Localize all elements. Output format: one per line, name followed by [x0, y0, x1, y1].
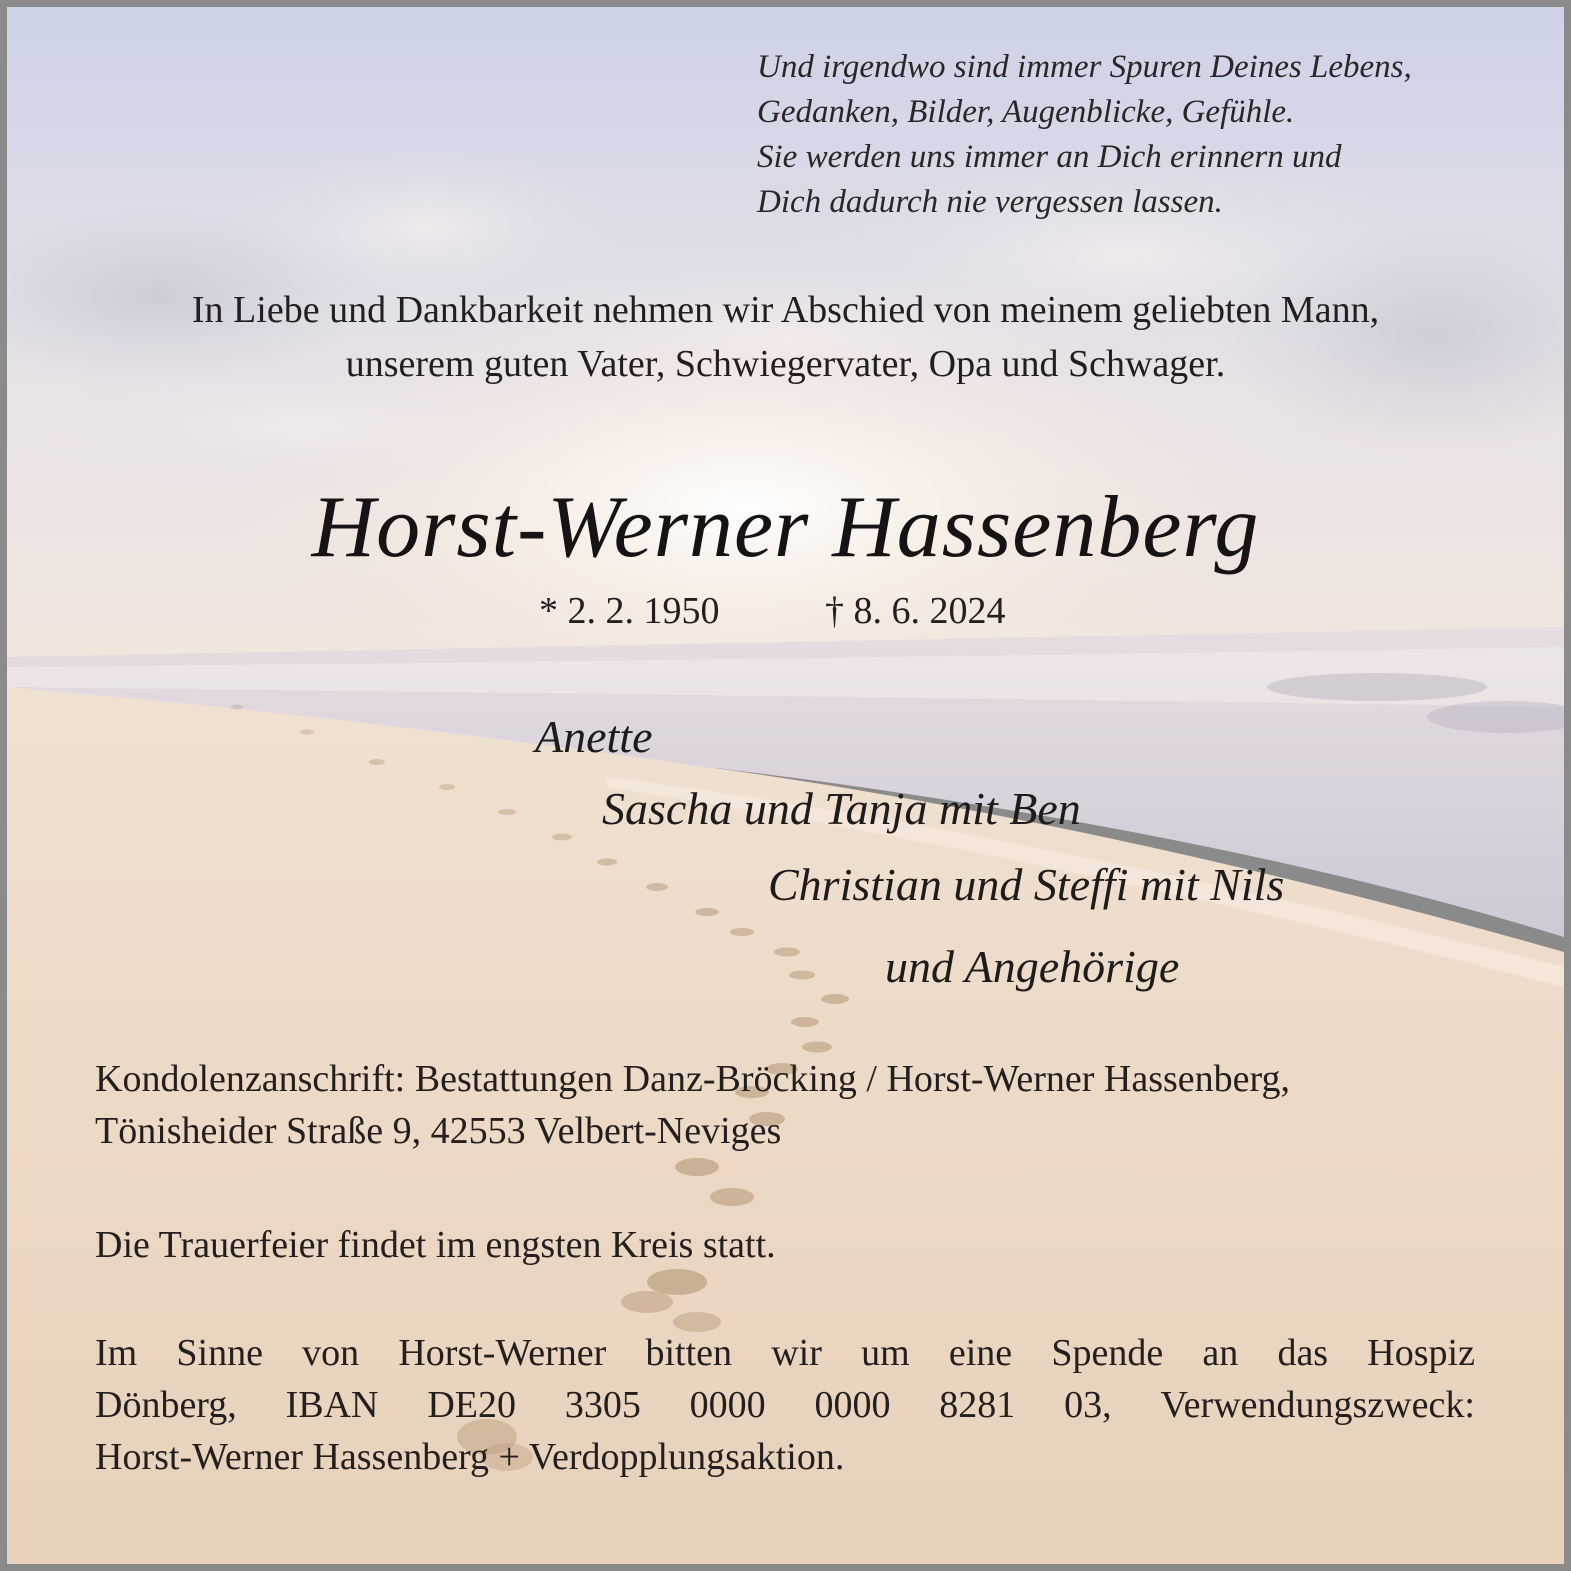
family-member: Sascha und Tanja mit Ben — [602, 783, 1081, 834]
word: Horst-Werner — [398, 1332, 607, 1374]
word: 0000 — [814, 1384, 891, 1426]
word: 03, — [1064, 1384, 1112, 1426]
donation-line-2 — [95, 1379, 1475, 1431]
intro-line: In Liebe und Dankbarkeit nehmen wir Abschied von meinem geliebten Mann, — [191, 289, 1380, 331]
donation-line-1 — [95, 1327, 1475, 1379]
deceased-name: Horst-Werner Hassenberg — [311, 479, 1260, 576]
family-member: und Angehörige — [885, 941, 1180, 992]
condolence-address — [95, 1053, 1475, 1157]
word: Spende — [1051, 1332, 1164, 1374]
word: das — [1277, 1332, 1329, 1374]
word: Im — [95, 1332, 138, 1374]
quote-line: Gedanken, Bilder, Augenblicke, Gefühle. — [757, 94, 1295, 130]
word: 3305 — [564, 1384, 641, 1426]
death-date: † 8. 6. 2024 — [825, 590, 1006, 632]
birth-date: * 2. 2. 1950 — [539, 590, 720, 632]
ceremony-line: Die Trauerfeier findet im engsten Kreis statt. — [95, 1224, 776, 1266]
word: wir — [771, 1332, 822, 1374]
obituary-notice — [7, 7, 1564, 1564]
quote-line: Dich dadurch nie vergessen lassen. — [757, 184, 1223, 220]
condolence-line: Tönisheider Straße 9, 42553 Velbert-Neviges — [95, 1110, 782, 1152]
word: eine — [948, 1332, 1013, 1374]
quote-line: Sie werden uns immer an Dich erinnern und — [757, 139, 1342, 175]
word: IBAN — [285, 1384, 379, 1426]
word: 0000 — [689, 1384, 766, 1426]
word: DE20 — [427, 1384, 516, 1426]
word: an — [1202, 1332, 1239, 1374]
word: Hospiz — [1367, 1332, 1475, 1374]
family-member: Anette — [535, 711, 653, 762]
word: von — [302, 1332, 360, 1374]
condolence-line: Kondolenzanschrift: Bestattungen Danz-Bröcking / Horst-Werner Hassenberg, — [95, 1058, 1290, 1100]
intro-line: unserem guten Vater, Schwiegervater, Opa und Schwager. — [345, 343, 1226, 385]
word: bitten — [645, 1332, 733, 1374]
family-member: Christian und Steffi mit Nils — [768, 859, 1285, 910]
word: um — [861, 1332, 910, 1374]
word: Verwendungszweck: — [1160, 1384, 1475, 1426]
funeral-ceremony-note — [95, 1219, 1475, 1271]
donation-request — [95, 1327, 1475, 1483]
quote-line: Und irgendwo sind immer Spuren Deines Lebens, — [757, 49, 1412, 85]
word: Dönberg, — [95, 1384, 237, 1426]
donation-line-3: Horst-Werner Hassenberg + Verdopplungsaktion. — [95, 1436, 845, 1478]
memorial-quote — [757, 45, 1547, 225]
farewell-intro — [7, 283, 1564, 391]
word: 8281 — [939, 1384, 1016, 1426]
word: Sinne — [176, 1332, 263, 1374]
